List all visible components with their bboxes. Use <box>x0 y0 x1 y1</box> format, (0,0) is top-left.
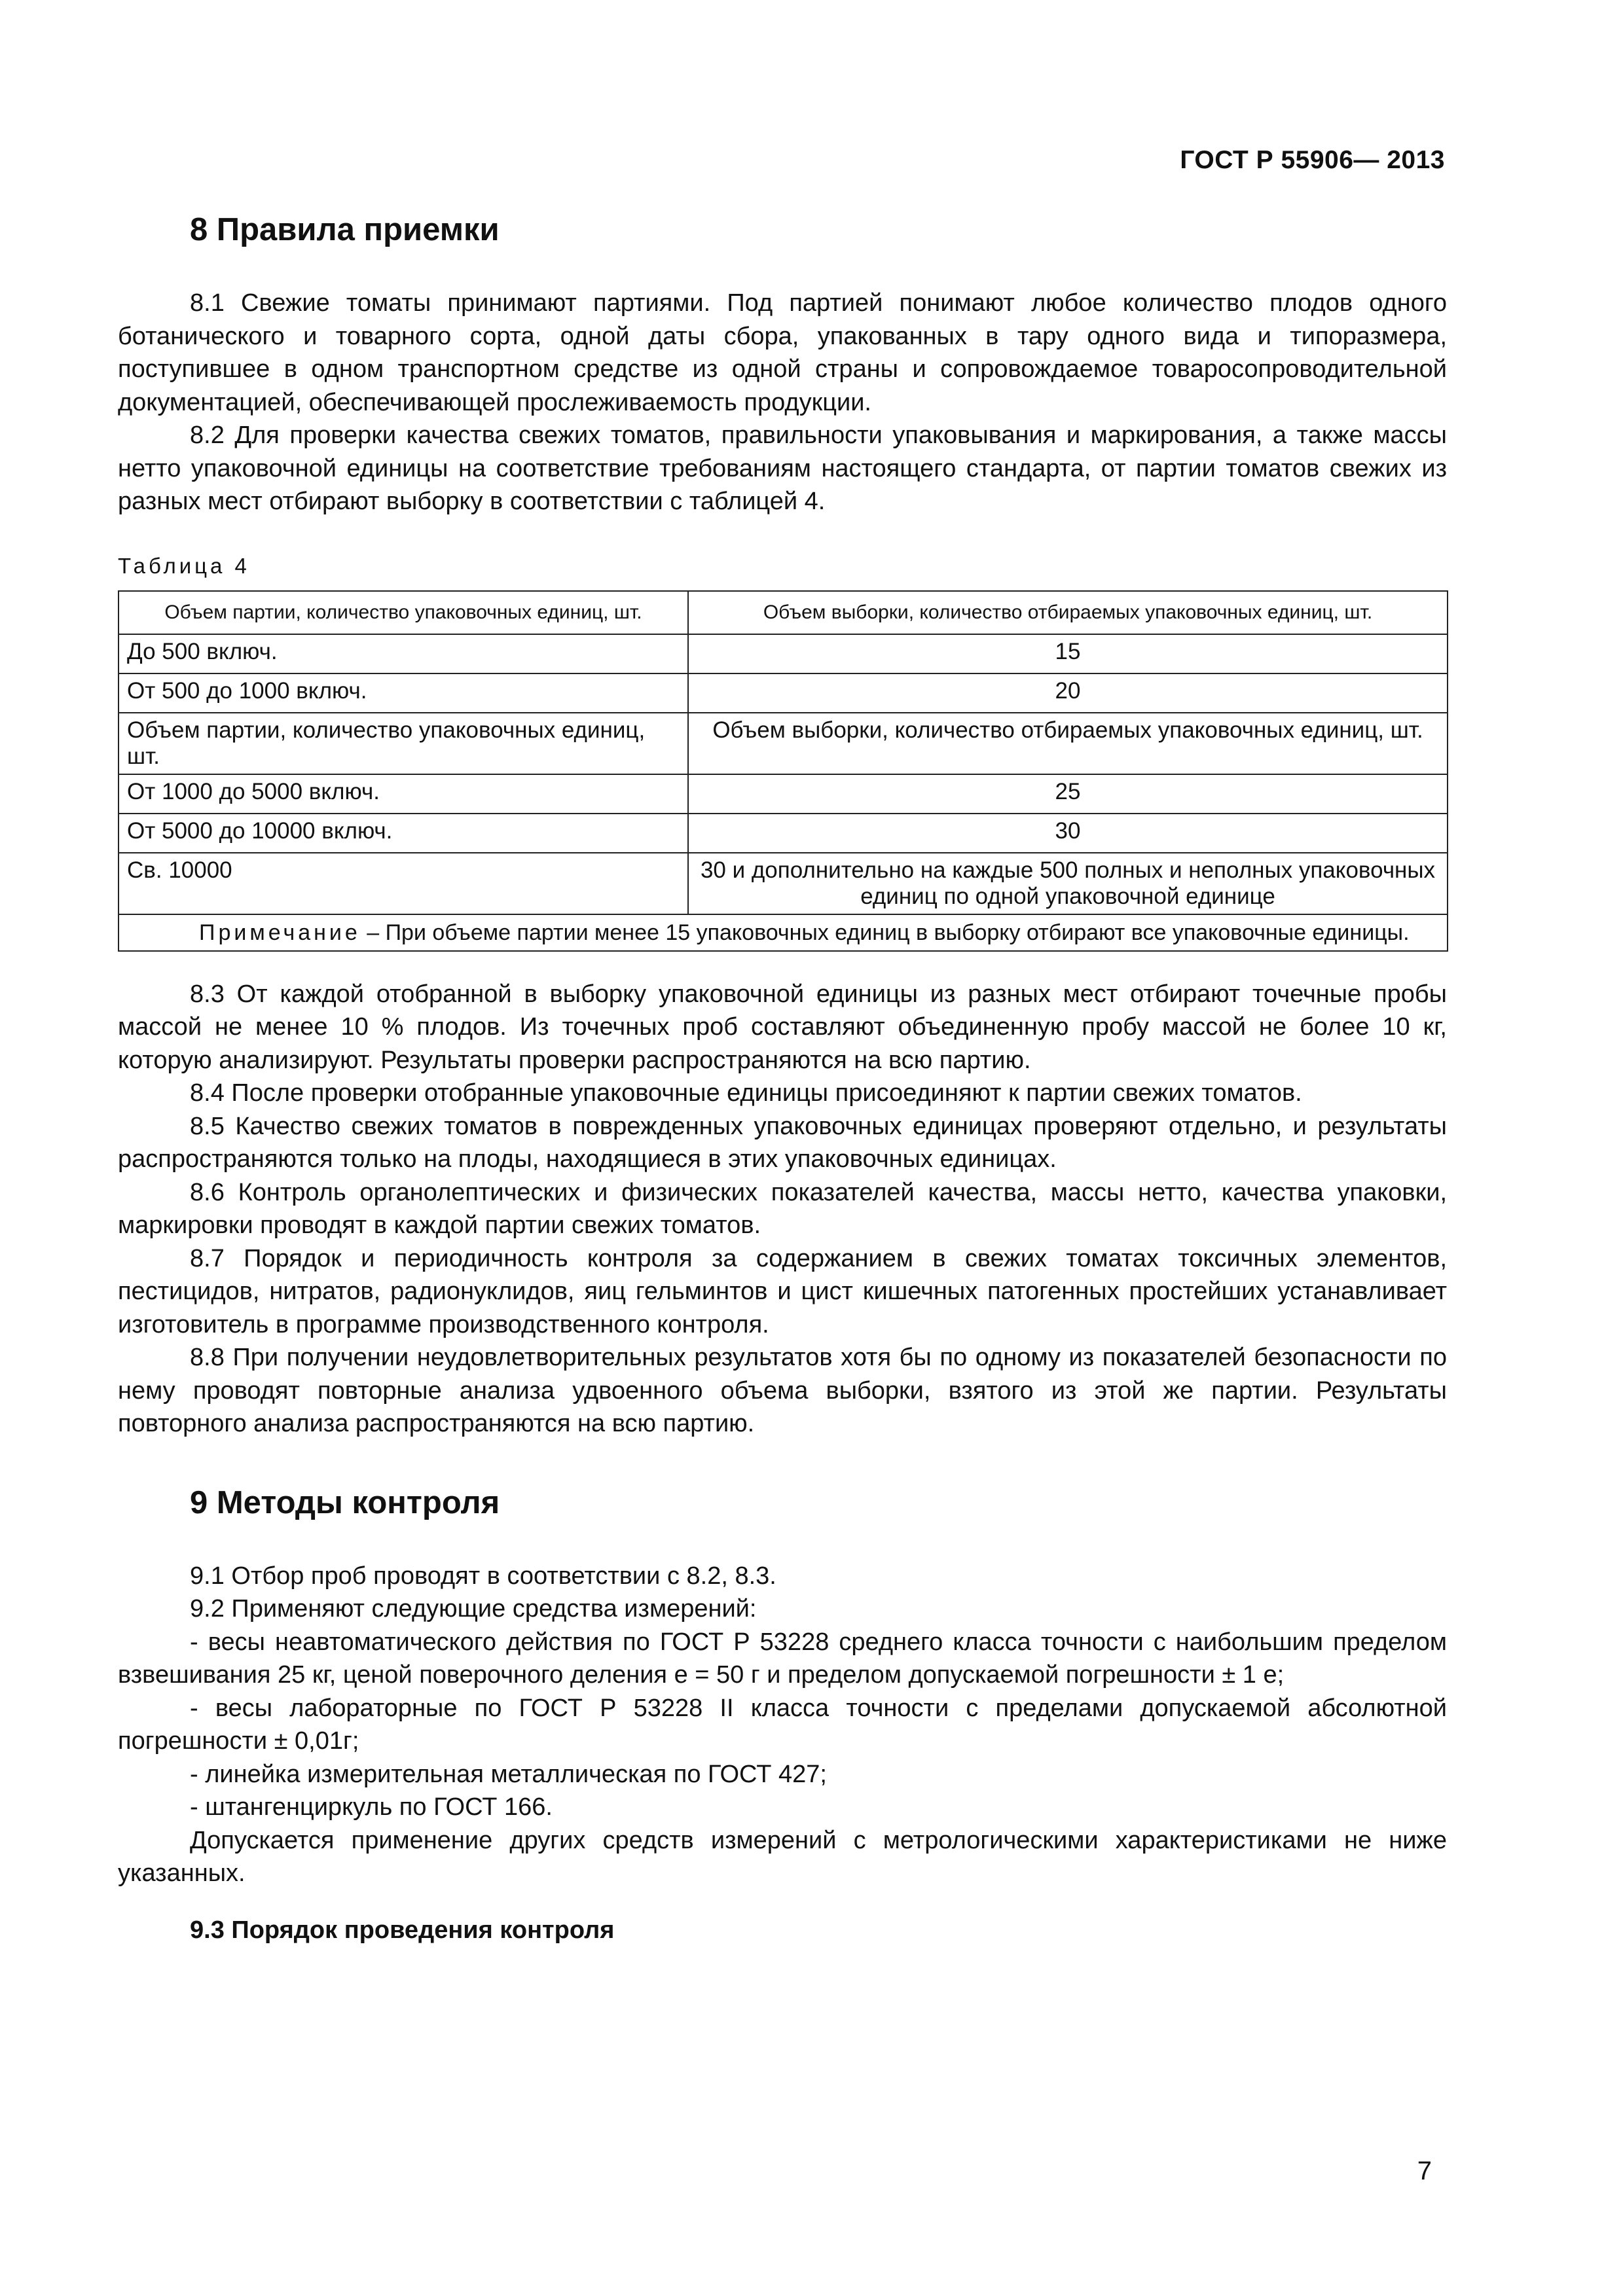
table-row <box>119 673 1448 713</box>
table-cell-sample: 30 <box>688 814 1448 853</box>
paragraph-8-7: 8.7 Порядок и периодичность контроля за содержанием в свежих томатах токсичных элементов, пестицидов, нитратов, радионуклидов, яиц гельминтов и цист кишечных патогенных простейших устанавливает изготовитель в программе производственного контроля. <box>118 1244 1447 1338</box>
table-header-lot-size: Объем партии, количество упаковочных единиц, шт. <box>119 591 688 634</box>
table-cell-sample: 15 <box>688 634 1448 673</box>
sampling-table <box>118 590 1448 952</box>
paragraph-8-1: 8.1 Свежие томаты принимают партиями. Под партией понимают любое количество плодов одного ботанического и товарного сорта, одной даты сбора, упакованных в тару одного вида и типоразмера, поступившее в одном транспортном средстве из одной страны и сопровождаемое товаросопроводительной документацией, обеспечивающей прослеживаемость продукции. <box>118 289 1447 416</box>
subsection-9-3-title: 9.3 Порядок проведения контроля <box>190 1916 615 1944</box>
table-row <box>119 814 1448 853</box>
paragraph-8-2: 8.2 Для проверки качества свежих томатов, правильности упаковывания и маркирования, а также массы нетто упаковочной единицы на соответствие требованиям настоящего стандарта, от партии томатов свежих из разных мест отбирают выборку в соответствии с таблицей 4. <box>118 422 1447 515</box>
list-item: - штангенциркуль по ГОСТ 166. <box>190 1793 553 1821</box>
page-number: 7 <box>1417 2157 1432 2185</box>
table-cell-lot: До 500 включ. <box>119 634 688 673</box>
table-note-text: – При объеме партии менее 15 упаковочных единиц в выборку отбирают все упаковочные единицы. <box>360 920 1410 945</box>
list-item: - весы лабораторные по ГОСТ Р 53228 II класса точности с пределами допускаемой абсолютной погрешности ± 0,01г; <box>118 1694 1447 1755</box>
table-row <box>119 713 1448 774</box>
table-cell-lot: От 1000 до 5000 включ. <box>119 774 688 814</box>
table-row <box>119 774 1448 814</box>
section-8-title: 8 Правила приемки <box>190 212 500 247</box>
table-cell-lot: Св. 10000 <box>119 853 688 914</box>
paragraph-8-3: 8.3 От каждой отобранной в выборку упаковочной единицы из разных мест отбирают точечные пробы массой не менее 10 % плодов. Из точечных проб составляют объединенную пробу массой не более 10 кг, которую анализируют. Результаты проверки распространяются на всю партию. <box>118 980 1447 1074</box>
paragraph-9-1: 9.1 Отбор проб проводят в соответствии с 8.2, 8.3. <box>190 1562 776 1590</box>
table-4-label: Таблица 4 <box>118 553 250 578</box>
table-cell-sample: 30 и дополнительно на каждые 500 полных и неполных упаковочных единиц по одной упаковочной единице <box>688 853 1448 914</box>
table-cell-sample: Объем выборки, количество отбираемых упаковочных единиц, шт. <box>688 713 1448 774</box>
table-cell-lot: От 500 до 1000 включ. <box>119 673 688 713</box>
paragraph-8-6: 8.6 Контроль органолептических и физических показателей качества, массы нетто, качества упаковки, маркировки проводят в каждой партии свежих томатов. <box>118 1178 1447 1239</box>
table-row <box>119 634 1448 673</box>
allowance-paragraph: Допускается применение других средств измерений с метрологическими характеристиками не ниже указанных. <box>118 1826 1447 1887</box>
document-number-header: ГОСТ Р 55906— 2013 <box>1180 146 1445 174</box>
table-header-sample-size: Объем выборки, количество отбираемых упаковочных единиц, шт. <box>688 591 1448 634</box>
table-row <box>119 853 1448 914</box>
paragraph-9-2: 9.2 Применяют следующие средства измерений: <box>190 1595 757 1623</box>
table-header-row <box>119 591 1448 634</box>
table-cell-lot: От 5000 до 10000 включ. <box>119 814 688 853</box>
paragraph-8-5: 8.5 Качество свежих томатов в поврежденных упаковочных единицах проверяют отдельно, и результаты распространяются только на плоды, находящиеся в этих упаковочных единицах. <box>118 1112 1447 1173</box>
list-item: - весы неавтоматического действия по ГОСТ Р 53228 среднего класса точности с наибольшим пределом взвешивания 25 кг, ценой поверочного деления е = 50 г и пределом допускаемой погрешности ± 1 е; <box>118 1628 1447 1689</box>
page-content <box>118 208 1447 1946</box>
table-note-row <box>119 914 1448 951</box>
table-note-label: Примечание <box>199 920 361 945</box>
table-cell-sample: 25 <box>688 774 1448 814</box>
paragraph-8-4: 8.4 После проверки отобранные упаковочные единицы присоединяют к партии свежих томатов. <box>190 1079 1302 1107</box>
table-note <box>119 914 1448 951</box>
table-cell-sample: 20 <box>688 673 1448 713</box>
section-9-title: 9 Методы контроля <box>190 1484 500 1520</box>
list-item: - линейка измерительная металлическая по ГОСТ 427; <box>190 1760 827 1788</box>
table-cell-lot: Объем партии, количество упаковочных единиц, шт. <box>119 713 688 774</box>
paragraph-8-8: 8.8 При получении неудовлетворительных результатов хотя бы по одному из показателей безопасности по нему проводят повторные анализа удвоенного объема выборки, взятого из этой же партии. Результаты повторного анализа распространяются на всю партию. <box>118 1344 1447 1437</box>
